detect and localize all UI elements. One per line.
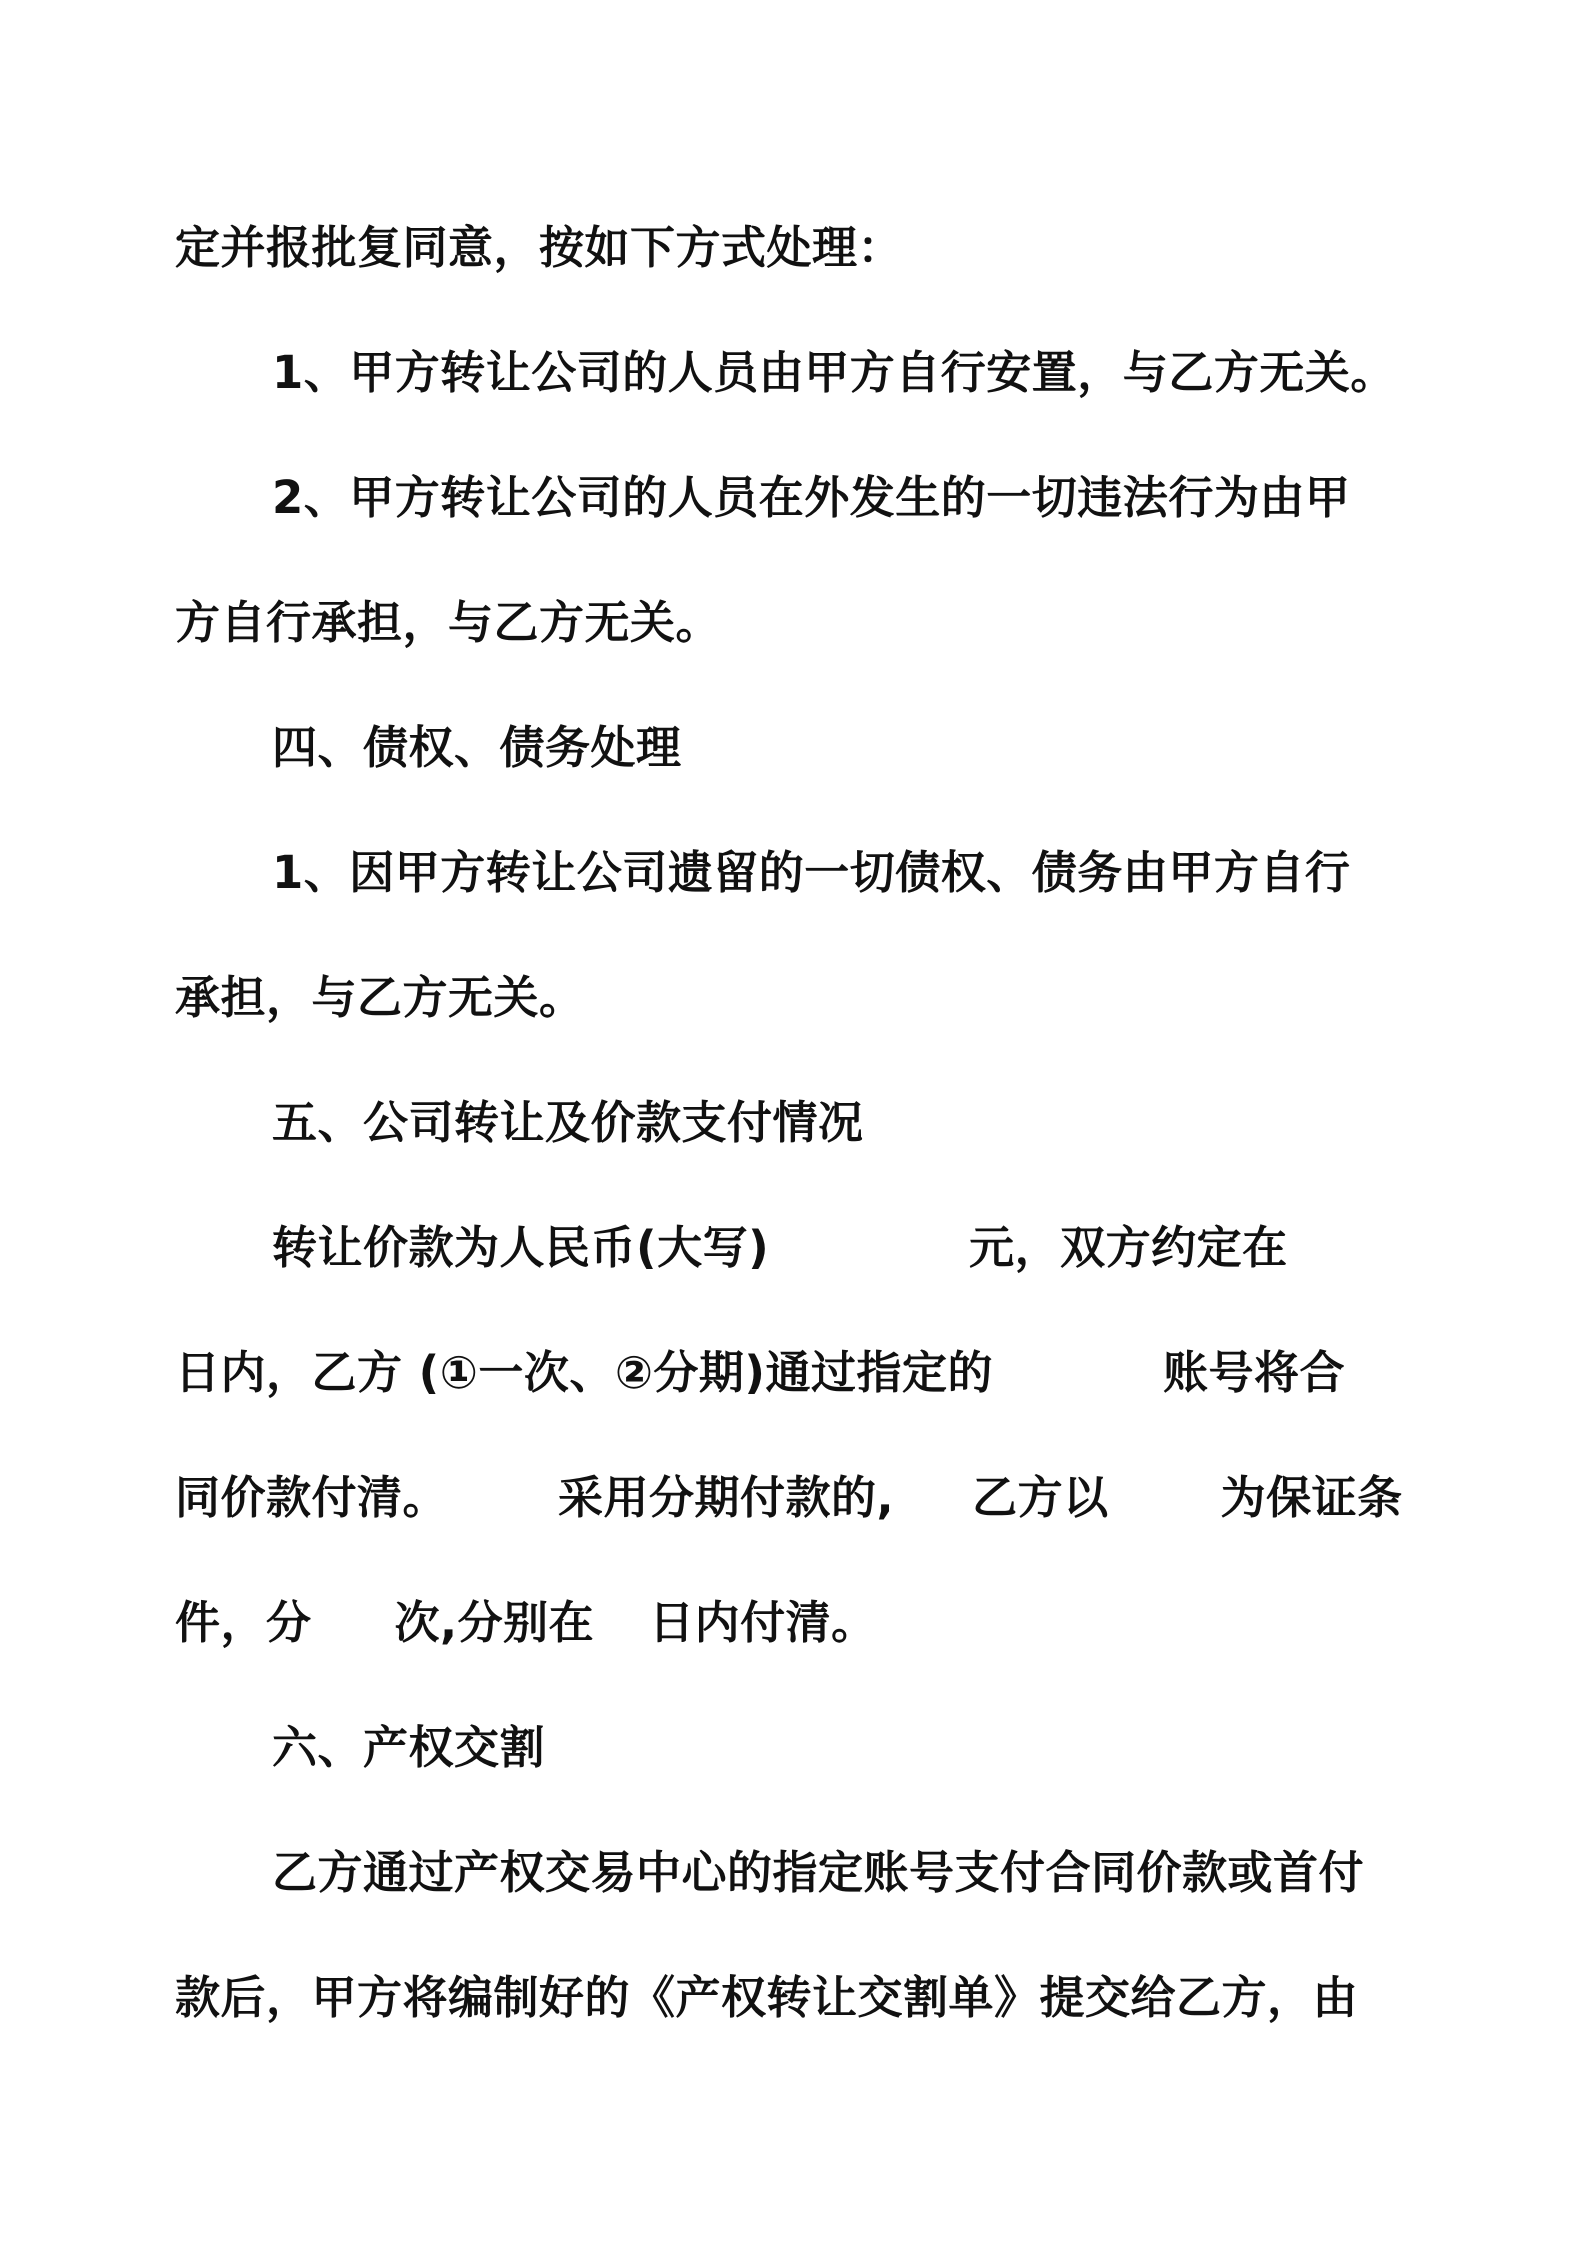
paragraph-line: 定并报批复同意，按如下方式处理： [175, 221, 904, 274]
paragraph-line: 乙方通过产权交易中心的指定账号支付合同价款或首付 [272, 1846, 1365, 1899]
payment-text-part2: 账号将合 [1163, 1346, 1346, 1399]
payment-text-part1: 日内，乙方 (①一次、②分期)通过指定的 [175, 1346, 994, 1399]
paragraph-line: 款后，甲方将编制好的《产权转让交割单》提交给乙方，由 [175, 1971, 1359, 2024]
price-line [272, 1218, 1288, 1278]
payment-line [175, 1343, 1345, 1403]
paragraph-line: 承担，与乙方无关。 [175, 971, 585, 1024]
clear-text-part1: 同价款付清。 [175, 1471, 449, 1524]
section-heading: 四、债权、债务处理 [272, 721, 682, 774]
installment-text-part1: 件，分 [175, 1596, 312, 1649]
installment-text-part2: 次,分别在 [394, 1596, 595, 1649]
paragraph-line: 方自行承担，与乙方无关。 [175, 596, 722, 649]
paragraph-line: 2、甲方转让公司的人员在外发生的一切违法行为由甲 [272, 471, 1351, 524]
paragraph-line: 1、甲方转让公司的人员由甲方自行安置，与乙方无关。 [272, 346, 1396, 399]
paragraph-line: 1、因甲方转让公司遗留的一切债权、债务由甲方自行 [272, 846, 1351, 899]
installment-line [175, 1593, 877, 1653]
installment-text-part3: 日内付清。 [649, 1596, 877, 1649]
clear-line [175, 1468, 1403, 1528]
clear-text-part2: 采用分期付款的, [558, 1471, 895, 1524]
section-heading: 六、产权交割 [272, 1721, 546, 1774]
clear-text-part4: 为保证条 [1220, 1471, 1403, 1524]
price-text-part1: 转让价款为人民币(大写) [272, 1221, 770, 1274]
section-heading: 五、公司转让及价款支付情况 [272, 1096, 864, 1149]
price-text-part2: 元，双方约定在 [969, 1221, 1288, 1274]
clear-text-part3: 乙方以 [972, 1471, 1109, 1524]
